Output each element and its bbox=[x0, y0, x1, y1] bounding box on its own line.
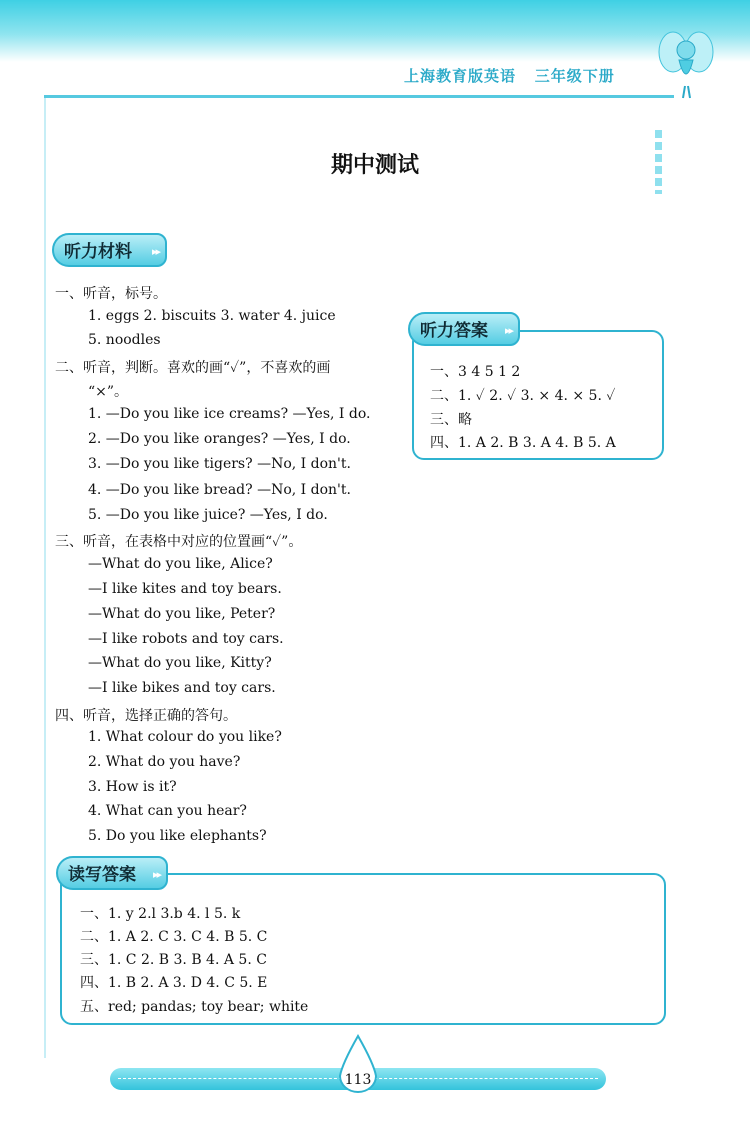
list-item: 5. Do you like elephants? bbox=[88, 828, 267, 844]
book-header bbox=[404, 65, 615, 86]
grade-label: 三年级下册 bbox=[534, 67, 615, 85]
top-decor-band bbox=[0, 0, 750, 62]
reading-writing-answers-tag bbox=[56, 856, 168, 890]
section-heading: 四、听音，选择正确的答句。 bbox=[55, 708, 237, 724]
list-item: —What do you like, Peter? bbox=[88, 606, 276, 622]
list-item: —I like bikes and toy cars. bbox=[88, 680, 276, 696]
page-number: 113 bbox=[344, 1072, 372, 1088]
list-item: —What do you like, Alice? bbox=[88, 556, 273, 572]
list-item: 4. —Do you like bread? —No, I don't. bbox=[88, 482, 351, 498]
list-item: 5. —Do you like juice? —Yes, I do. bbox=[88, 507, 328, 523]
list-item: 2. —Do you like oranges? —Yes, I do. bbox=[88, 431, 351, 447]
list-item: —What do you like, Kitty? bbox=[88, 655, 272, 671]
header-divider bbox=[44, 95, 674, 98]
arrow-icon: ▸▸ bbox=[151, 245, 159, 258]
answer-line: 五、red; pandas; toy bear; white bbox=[80, 999, 309, 1015]
list-item: 1. —Do you like ice creams? —Yes, I do. bbox=[88, 406, 371, 422]
left-margin-rule bbox=[44, 98, 46, 1058]
answer-line: 三、略 bbox=[430, 412, 472, 428]
answer-line: 三、1. C 2. B 3. B 4. A 5. C bbox=[80, 952, 267, 968]
section-heading-cont: “×”。 bbox=[88, 384, 129, 400]
arrow-icon: ▸▸ bbox=[504, 324, 512, 337]
tag-label: 读写答案 bbox=[68, 865, 136, 885]
list-item: 1. What colour do you like? bbox=[88, 729, 282, 745]
answer-line: 一、3 4 5 1 2 bbox=[430, 364, 521, 380]
list-item: 3. —Do you like tigers? —No, I don't. bbox=[88, 456, 351, 472]
answer-line: 二、1. A 2. C 3. C 4. B 5. C bbox=[80, 929, 268, 945]
fairy-icon bbox=[655, 28, 715, 100]
answer-line: 四、1. A 2. B 3. A 4. B 5. A bbox=[430, 435, 616, 451]
list-item: —I like kites and toy bears. bbox=[88, 581, 282, 597]
arrow-icon: ▸▸ bbox=[152, 868, 160, 881]
book-title: 上海教育版英语 bbox=[404, 67, 517, 85]
listening-answers-tag bbox=[408, 312, 520, 346]
answer-line: 四、1. B 2. A 3. D 4. C 5. E bbox=[80, 975, 268, 991]
section-heading: 三、听音，在表格中对应的位置画“✓”。 bbox=[55, 534, 303, 550]
tag-label: 听力材料 bbox=[64, 242, 132, 262]
tag-label: 听力答案 bbox=[420, 321, 488, 341]
list-item: 5. noodles bbox=[88, 332, 161, 348]
answer-line: 一、1. y 2.l 3.b 4. l 5. k bbox=[80, 906, 241, 922]
list-item: 3. How is it? bbox=[88, 779, 177, 795]
section-heading: 二、听音，判断。喜欢的画“✓”，不喜欢的画 bbox=[55, 360, 331, 376]
list-item: 2. What do you have? bbox=[88, 754, 241, 770]
page-title: 期中测试 bbox=[330, 153, 419, 178]
list-item: 4. What can you hear? bbox=[88, 803, 247, 819]
listening-material-tag bbox=[52, 233, 167, 267]
list-item: 1. eggs 2. biscuits 3. water 4. juice bbox=[88, 308, 336, 324]
answer-line: 二、1. ✓ 2. ✓ 3. × 4. × 5. ✓ bbox=[430, 388, 616, 404]
section-heading: 一、听音，标号。 bbox=[55, 286, 167, 302]
list-item: —I like robots and toy cars. bbox=[88, 631, 284, 647]
